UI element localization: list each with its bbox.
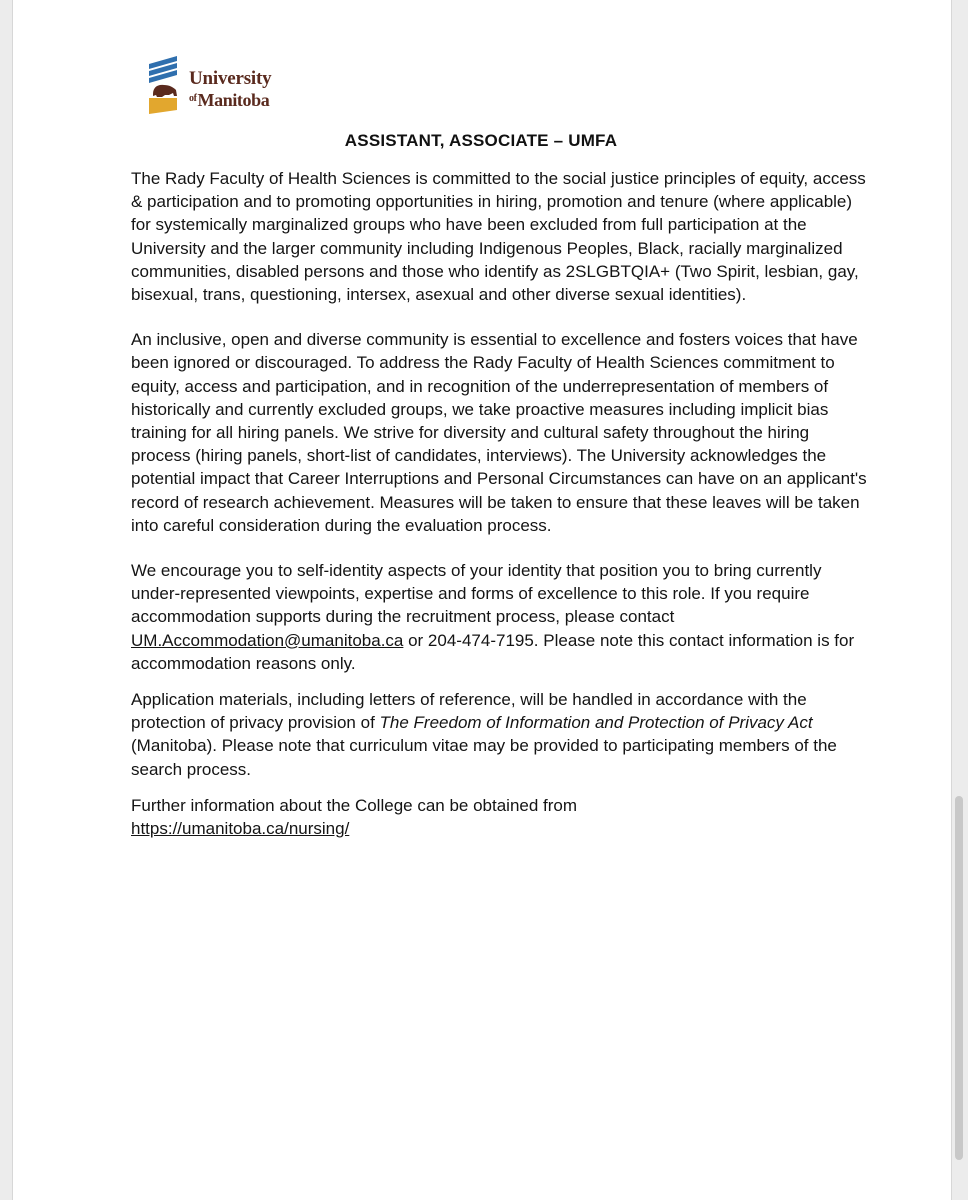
- self-identify-paragraph: [131, 559, 871, 675]
- further-info-paragraph: [131, 794, 871, 840]
- nursing-website-link[interactable]: https://umanitoba.ca/nursing/: [131, 819, 350, 839]
- document-body: [131, 167, 871, 840]
- equity-paragraph: The Rady Faculty of Health Sciences is committed to the social justice principles of equity, access & participation and to promoting opportunities in hiring, promotion and tenure (where applicable) for systemically marginalized groups who have been excluded from full participation at the University and the larger community including Indigenous Peoples, Black, racially marginalized communities, disabled persons and those who identify as 2SLGBTQIA+ (Two Spirit, lesbian, gay, bisexual, trans, questioning, intersex, asexual and other diverse sexual identities).: [131, 169, 866, 305]
- self-identify-text-tail: or 204-474-7195. Please note this contact information is for accommodation reasons only.: [131, 630, 855, 673]
- scrollbar-thumb[interactable]: [955, 796, 963, 1160]
- document-page: [12, 0, 952, 1200]
- bison-crest-icon: [147, 54, 187, 114]
- inclusion-paragraph: An inclusive, open and diverse community is essential to excellence and fosters voices that have been ignored or discouraged. To address the Rady Faculty of Health Sciences commitment to equity, access and participation, and in recognition of the underrepresentation of members of historically and currently excluded groups, we take proactive measures including implicit bias training for all hiring panels. We strive for diversity and cultural safety throughout the hiring process (hiring panels, short-list of candidates, interviews). The University acknowledges the potential impact that Career Interruptions and Personal Circumstances can have on an applicant's record of research achievement. Measures will be taken to ensure that these leaves will be taken into careful consideration during the evaluation process.: [131, 330, 867, 535]
- further-info-text: Further information about the College can be obtained from: [131, 795, 578, 815]
- privacy-act-name: The Freedom of Information and Protection of Privacy Act: [379, 713, 813, 733]
- accommodation-email-link[interactable]: UM.Accommodation@umanitoba.ca: [131, 630, 404, 650]
- self-identify-text: We encourage you to self-identity aspects of your identity that position you to bring currently under-represented viewpoints, expertise and forms of excellence to this role. If you require accommodation supports during the recruitment process, please contact: [131, 561, 822, 627]
- privacy-text-tail: (Manitoba). Please note that curriculum vitae may be provided to participating members of the search process.: [131, 736, 837, 779]
- logo-manitoba-text: Manitoba: [197, 90, 270, 110]
- logo-university-text: University: [189, 68, 272, 89]
- logo-of-text: of: [189, 93, 197, 104]
- privacy-paragraph: [131, 688, 871, 781]
- privacy-text: Application materials, including letters of reference, will be handled in accordance with the protection of privacy provision of: [131, 690, 807, 733]
- document-title: ASSISTANT, ASSOCIATE – UMFA: [344, 131, 618, 150]
- university-logo: [147, 54, 287, 114]
